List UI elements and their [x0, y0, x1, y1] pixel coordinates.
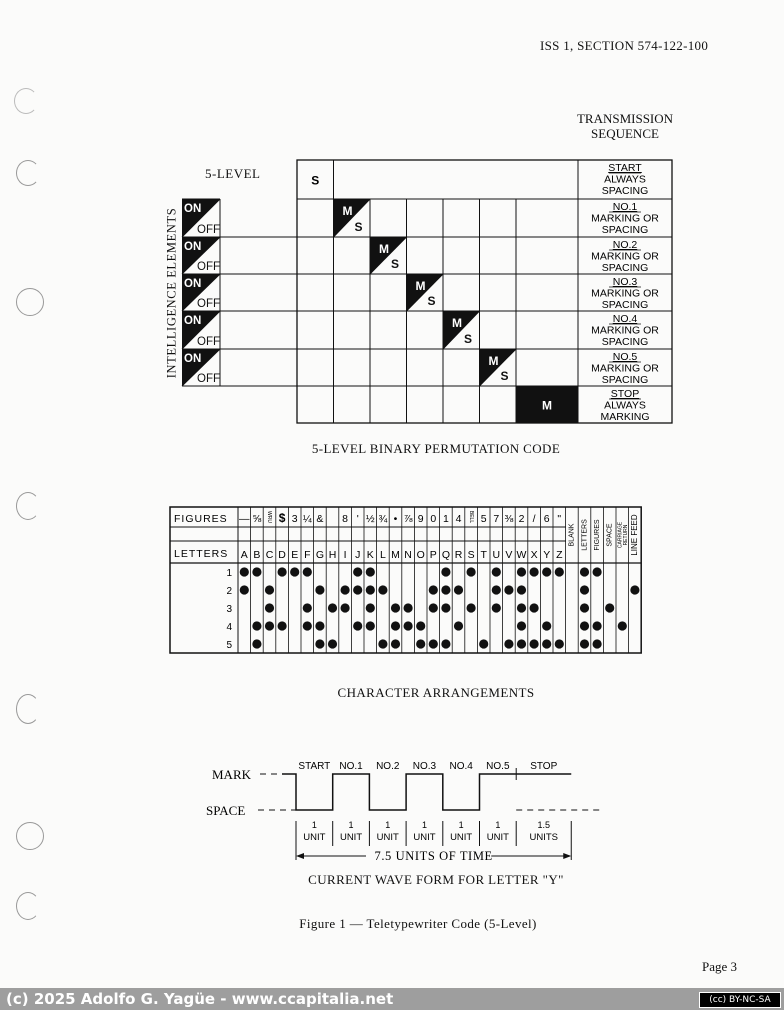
punch-dot: [366, 621, 375, 630]
punch-dot: [517, 567, 526, 576]
letter-char: E: [291, 549, 299, 561]
unit-word: UNIT: [303, 832, 326, 843]
figures-label: FIGURES: [174, 513, 228, 525]
unit-number: 1: [385, 820, 391, 830]
letter-char: X: [530, 549, 538, 561]
figure-char: 4: [455, 513, 462, 525]
stop-unit-value: 1.5: [537, 820, 550, 830]
figure-char: 2: [518, 513, 525, 525]
character-arrangement-table: [168, 505, 676, 661]
punch-dot: [454, 621, 463, 630]
document-header: ISS 1, SECTION 574-122-100: [540, 38, 709, 53]
punch-dot: [555, 639, 564, 648]
binder-hole: [16, 822, 44, 850]
letter-char: K: [366, 549, 374, 561]
figure-char: 7: [493, 513, 500, 525]
punch-dot: [265, 585, 274, 594]
punch-dot: [593, 621, 602, 630]
punch-dot: [605, 603, 614, 612]
figure-char: 5: [480, 513, 487, 525]
letters-label: LETTERS: [174, 548, 229, 560]
special-column-label: SPACE: [606, 523, 614, 547]
start-space-letter: S: [311, 173, 320, 188]
punch-dot: [517, 621, 526, 630]
special-column-label: RETURN: [623, 524, 630, 546]
segment-label: NO.5: [486, 761, 510, 772]
row-label: 4: [226, 622, 232, 633]
sequence-row-line1: MARKING OR: [591, 287, 659, 300]
mark-letter: M: [452, 316, 462, 330]
mark-letter: M: [488, 354, 499, 368]
letter-char: G: [315, 549, 324, 561]
punch-dot: [315, 585, 324, 594]
stop-mark-letter: M: [542, 398, 552, 413]
punch-dot: [530, 567, 539, 576]
punch-dot: [441, 567, 450, 576]
letter-char: D: [278, 549, 286, 561]
punch-dot: [353, 585, 362, 594]
letter-char: Y: [543, 549, 551, 561]
off-label: OFF: [197, 298, 220, 310]
punch-dot: [391, 603, 400, 612]
sequence-row-line2: SPACING: [601, 336, 649, 348]
letter-char: Q: [441, 549, 450, 561]
punch-dot: [278, 567, 287, 576]
letter-char: S: [467, 549, 475, 561]
special-column-label: CARRIAGE: [617, 521, 624, 549]
punch-dot: [416, 621, 425, 630]
punch-dot: [542, 567, 551, 576]
binder-hole: [16, 892, 40, 920]
punch-dot: [303, 621, 312, 630]
figure-char: 0: [430, 513, 437, 525]
sequence-row-line1: MARKING OR: [591, 362, 659, 375]
total-arrow-head: [563, 853, 571, 859]
punch-dot: [542, 639, 551, 648]
punch-dot: [618, 621, 627, 630]
permutation-code-chart: [160, 150, 680, 435]
sequence-row-line1: MARKING OR: [591, 212, 659, 225]
stop-unit-word: UNITS: [529, 832, 558, 843]
unit-word: UNIT: [486, 832, 509, 843]
figure-char: $: [278, 511, 286, 525]
letter-char: I: [343, 549, 347, 561]
punch-dot: [265, 621, 274, 630]
sequence-row-title: NO.3: [612, 276, 638, 288]
figure-char: 3: [291, 513, 298, 525]
figure-char: •: [393, 513, 398, 525]
special-column-label: LINE FEED: [630, 514, 640, 556]
punch-dot: [441, 639, 450, 648]
letter-char: M: [391, 549, 400, 561]
sequence-row-title: NO.4: [612, 313, 638, 325]
unit-word: UNIT: [450, 832, 473, 843]
punch-dot: [517, 603, 526, 612]
mark-letter: M: [379, 242, 389, 256]
sequence-row-title: NO.1: [612, 201, 638, 213]
mark-letter: M: [342, 204, 353, 218]
punch-dot: [530, 639, 539, 648]
sequence-row-line2: SPACING: [601, 224, 649, 236]
punch-dot: [265, 603, 274, 612]
letter-char: U: [492, 549, 501, 561]
on-label: ON: [184, 278, 202, 290]
on-label: ON: [184, 353, 202, 365]
unit-number: 1: [495, 820, 501, 830]
figure-char: 8: [342, 513, 349, 525]
sequence-row-title: NO.2: [612, 239, 638, 251]
punch-dot: [240, 567, 249, 576]
punch-dot: [555, 567, 564, 576]
letter-char: N: [404, 549, 412, 561]
punch-dot: [303, 603, 312, 612]
sequence-row-title: NO.5: [612, 351, 638, 363]
punch-dot: [517, 639, 526, 648]
total-time-label: 7.5 UNITS OF TIME: [374, 849, 493, 863]
binder-hole: [16, 160, 40, 186]
special-column-label: FIGURES: [593, 519, 601, 551]
punch-dot: [467, 603, 476, 612]
punch-dot: [580, 585, 589, 594]
sequence-row-line2: SPACING: [601, 262, 649, 274]
segment-label: NO.1: [339, 761, 363, 772]
figure-char: —: [239, 513, 250, 525]
intelligence-elements-label: INTELLIGENCE ELEMENTS: [164, 207, 179, 379]
punch-dot: [290, 567, 299, 576]
punch-dot: [378, 639, 387, 648]
current-waveform: [200, 755, 610, 870]
letter-char: H: [328, 549, 337, 561]
punch-dot: [391, 621, 400, 630]
punch-dot: [252, 567, 261, 576]
punch-dot: [492, 567, 501, 576]
unit-word: UNIT: [413, 832, 436, 843]
transmission-sequence-title: TRANSMISSION SEQUENCE: [576, 111, 674, 141]
letter-char: Z: [556, 549, 563, 561]
sequence-row-line1: MARKING OR: [591, 324, 659, 337]
off-label: OFF: [197, 224, 220, 236]
figure-char: 6: [543, 513, 550, 525]
sequence-row-line2: SPACING: [601, 185, 649, 197]
punch-dot: [580, 621, 589, 630]
figure-char: ½: [365, 513, 375, 525]
letter-char: O: [416, 549, 425, 561]
punch-dot: [517, 585, 526, 594]
punch-dot: [240, 585, 249, 594]
letter-char: F: [304, 549, 311, 561]
punch-dot: [441, 585, 450, 594]
punch-dot: [366, 585, 375, 594]
off-label: OFF: [197, 336, 220, 348]
binder-hole: [16, 288, 44, 316]
space-label: SPACE: [206, 803, 246, 818]
punch-dot: [315, 621, 324, 630]
letter-char: J: [355, 549, 361, 561]
punch-dot: [366, 567, 375, 576]
sequence-row-line2: SPACING: [601, 299, 649, 311]
punch-dot: [580, 603, 589, 612]
punch-dot: [542, 621, 551, 630]
punch-dot: [580, 567, 589, 576]
punch-dot: [530, 603, 539, 612]
space-letter: S: [464, 332, 473, 346]
sequence-row-line2: SPACING: [601, 374, 649, 386]
cc-license-badge: (cc) BY-NC-SA: [699, 992, 781, 1008]
figure-char: 1: [442, 513, 449, 525]
segment-label: NO.3: [412, 761, 437, 772]
segment-label: NO.2: [376, 761, 400, 772]
binder-hole: [16, 492, 40, 520]
permutation-code-caption: 5-LEVEL BINARY PERMUTATION CODE: [311, 441, 561, 456]
letter-char: W: [516, 549, 527, 561]
punch-dot: [341, 603, 350, 612]
mark-label: MARK: [212, 767, 252, 782]
space-letter: S: [354, 220, 363, 234]
off-label: OFF: [197, 373, 220, 385]
on-label: ON: [184, 315, 202, 327]
figure-caption: Figure 1 — Teletypewriter Code (5-Level): [299, 916, 537, 931]
five-level-label: 5-LEVEL: [205, 166, 261, 181]
letter-char: C: [265, 549, 274, 561]
special-column-label: LETTERS: [581, 519, 589, 551]
on-label: ON: [184, 203, 202, 215]
figure-char: ⅞: [403, 513, 413, 525]
punch-dot: [366, 603, 375, 612]
letter-char: P: [429, 549, 437, 561]
figure-char: ¼: [302, 513, 312, 525]
on-label: ON: [184, 241, 202, 253]
letter-char: A: [240, 549, 248, 561]
figure-char: ⅝: [252, 513, 262, 525]
sequence-row-line2: MARKING: [600, 411, 650, 423]
waveform-line: [282, 774, 571, 810]
punch-dot: [429, 639, 438, 648]
punch-dot: [454, 585, 463, 594]
figure-char: ": [557, 513, 562, 525]
punch-dot: [492, 603, 501, 612]
page-number: Page 3: [702, 959, 738, 974]
figure-char: WRU: [266, 511, 273, 523]
unit-number: 1: [348, 820, 354, 830]
sequence-row-line1: ALWAYS: [604, 173, 646, 186]
punch-dot: [353, 567, 362, 576]
punch-dot: [429, 603, 438, 612]
punch-dot: [328, 603, 337, 612]
special-column-label: BLANK: [568, 523, 576, 547]
punch-dot: [504, 585, 513, 594]
punch-dot: [303, 567, 312, 576]
figure-char: ': [356, 513, 359, 525]
figure-char: BELL: [467, 510, 474, 524]
space-letter: S: [500, 369, 509, 383]
row-label: 3: [226, 604, 232, 615]
punch-dot: [252, 621, 261, 630]
waveform-caption: CURRENT WAVE FORM FOR LETTER "Y": [308, 872, 564, 887]
unit-number: 1: [421, 820, 427, 830]
punch-dot: [278, 621, 287, 630]
punch-dot: [429, 585, 438, 594]
punch-dot: [416, 639, 425, 648]
punch-dot: [467, 567, 476, 576]
character-arrangements-caption: CHARACTER ARRANGEMENTS: [337, 685, 535, 700]
space-letter: S: [427, 294, 436, 308]
segment-label: START: [298, 761, 331, 772]
punch-dot: [378, 585, 387, 594]
figure-char: ¾: [378, 513, 388, 525]
letter-char: R: [454, 549, 463, 561]
punch-dot: [580, 639, 589, 648]
letter-char: V: [505, 549, 513, 561]
letter-char: B: [253, 549, 261, 561]
punch-dot: [252, 639, 261, 648]
punch-dot: [404, 603, 413, 612]
binder-hole: [14, 88, 38, 114]
off-label: OFF: [197, 261, 220, 273]
punch-dot: [479, 639, 488, 648]
punch-dot: [353, 621, 362, 630]
segment-label: NO.4: [449, 761, 473, 772]
punch-dot: [404, 621, 413, 630]
letter-char: T: [480, 549, 487, 561]
row-label: 5: [226, 640, 232, 651]
row-label: 2: [226, 586, 232, 597]
sequence-row-title: START: [608, 162, 642, 174]
unit-word: UNIT: [339, 832, 363, 843]
copyright-text: (c) 2025 Adolfo G. Yagüe - www.ccapitalia.net: [6, 990, 394, 1008]
sequence-row-title: STOP: [610, 388, 640, 400]
figure-char: ⅜: [504, 513, 514, 525]
punch-dot: [441, 603, 450, 612]
punch-dot: [504, 639, 513, 648]
sequence-row-line1: ALWAYS: [604, 399, 646, 412]
punch-dot: [593, 639, 602, 648]
punch-dot: [341, 585, 350, 594]
figure-char: /: [532, 513, 536, 525]
punch-dot: [315, 639, 324, 648]
punch-dot: [492, 585, 501, 594]
letter-char: L: [379, 549, 386, 561]
unit-number: 1: [311, 820, 317, 830]
row-label: 1: [226, 568, 232, 579]
punch-dot: [593, 567, 602, 576]
total-arrow-head: [296, 853, 304, 859]
mark-letter: M: [415, 279, 426, 293]
sequence-row-line1: MARKING OR: [591, 250, 659, 263]
figure-char: &: [316, 513, 324, 525]
unit-word: UNIT: [376, 832, 399, 843]
punch-dot: [630, 585, 639, 594]
punch-dot: [328, 639, 337, 648]
space-letter: S: [391, 257, 400, 271]
binder-hole: [16, 694, 40, 724]
punch-dot: [391, 639, 400, 648]
figure-char: 9: [417, 513, 424, 525]
unit-number: 1: [458, 820, 464, 830]
segment-label: STOP: [530, 761, 558, 772]
